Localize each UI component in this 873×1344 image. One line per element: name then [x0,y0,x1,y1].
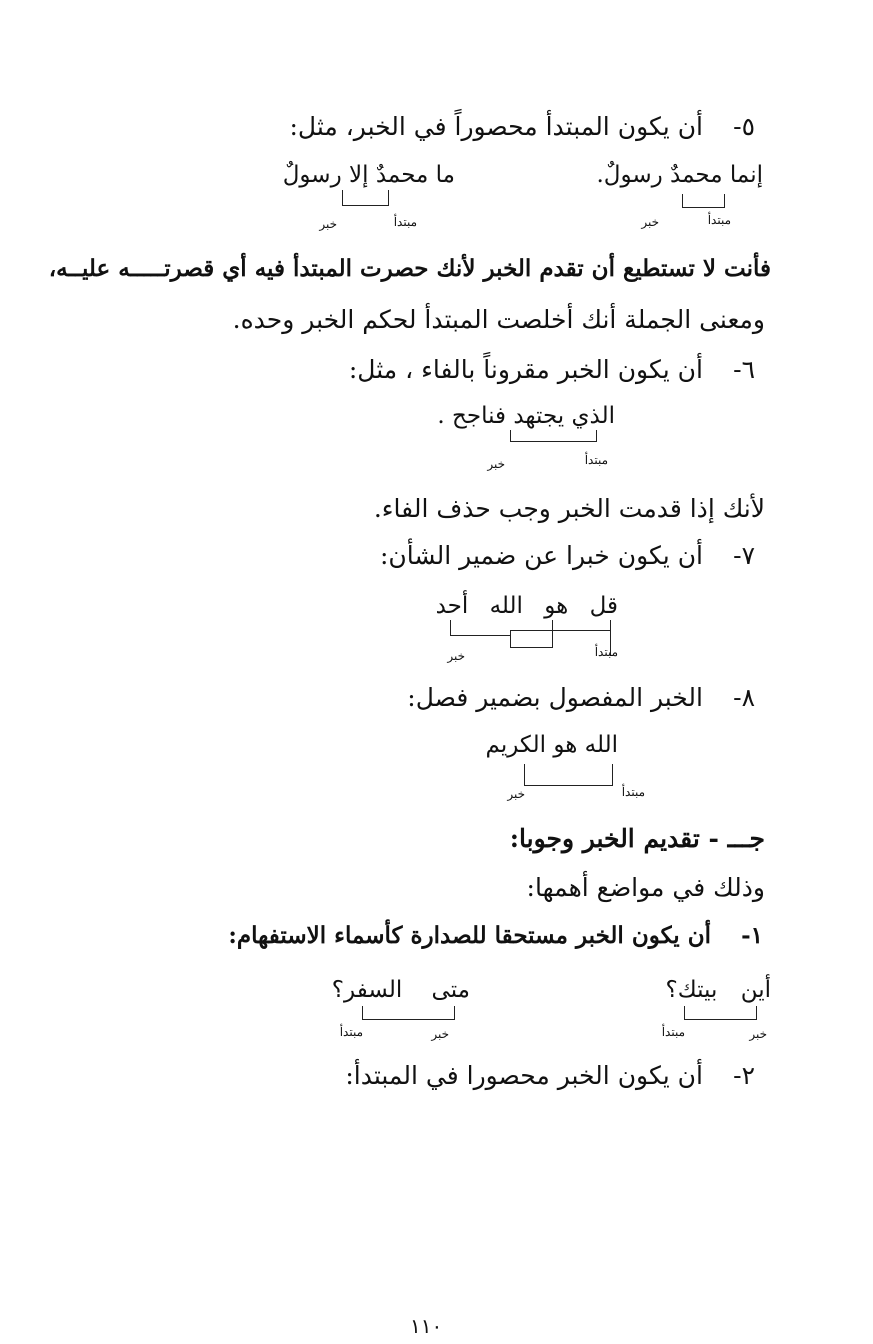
label-7-mubtada: مبتدأ [594,645,618,659]
bracket-1l-tick-a [362,1006,363,1020]
label-1l-khabar: خبر [431,1027,449,1041]
label-5r-mubtada: مبتدأ [707,213,731,227]
item-1 [228,922,763,950]
item-6 [349,355,755,385]
bracket-7b-bar [510,647,552,648]
item-5-text: أن يكون المبتدأ محصوراً في الخبر، مثل: [289,112,703,141]
item-7 [380,541,755,571]
bracket-1r-tick-a [684,1006,685,1020]
bracket-7-mid-tick [510,630,511,648]
page-number: ١١٠ [410,1314,443,1338]
example-5-right: إنما محمدٌ رسولٌ. [596,162,763,188]
bracket-5l-bar [342,205,389,206]
bracket-1l-bar [362,1019,455,1020]
example-8: الله هو الكريم [485,732,618,758]
bracket-1r-tick-b [756,1006,757,1020]
bracket-8-tick-a [524,764,525,786]
bracket-5r-tick-a [682,194,683,208]
bracket-1r-bar [684,1019,757,1020]
item-5-number: ٥- [733,112,755,141]
label-8-khabar: خبر [507,787,525,801]
paragraph-2: لأنك إذا قدمت الخبر وجب حذف الفاء. [373,494,765,523]
label-5l-khabar: خبر [319,217,337,231]
bracket-6-bar [510,441,597,442]
label-7-khabar: خبر [447,649,465,663]
bracket-5l-tick-b [388,190,389,206]
item-6-number: ٦- [733,355,755,384]
paragraph-1-line-1: فأنت لا تستطيع أن تقدم الخبر لأنك حصرت المبتدأ فيه أي قصرتـــــه عليــه، [48,255,771,282]
bracket-5r-tick-b [724,194,725,208]
paragraph-1-line-2: ومعنى الجملة أنك أخلصت المبتدأ لحكم الخبر وحده. [232,305,765,334]
bracket-1l-tick-b [454,1006,455,1020]
example-6: الذي يجتهد فناجح . [437,403,615,429]
item-2 [345,1061,755,1091]
example-5-left: ما محمدٌ إلا رسولٌ [282,162,455,188]
bracket-5l-tick-a [342,190,343,206]
bracket-7c-bar [510,630,610,631]
item-6-text: أن يكون الخبر مقروناً بالفاء ، مثل: [348,355,703,384]
example-7: قل هو الله أحد [435,593,618,619]
item-8 [407,683,755,713]
label-1r-mubtada: مبتدأ [661,1025,685,1039]
item-8-number: ٨- [733,683,755,712]
bracket-7b-tick [552,620,553,648]
label-5r-khabar: خبر [641,215,659,229]
label-5l-mubtada: مبتدأ [393,215,417,229]
item-8-text: الخبر المفصول بضمير فصل: [407,683,703,712]
item-2-number: ٢- [733,1061,755,1090]
item-5 [289,112,755,142]
item-7-number: ٧- [733,541,755,570]
label-6-mubtada: مبتدأ [584,453,608,467]
bracket-7a-bar [450,635,510,636]
bracket-8-bar [524,785,613,786]
example-1-right: أين بيتك؟ [665,977,771,1003]
label-1l-mubtada: مبتدأ [339,1025,363,1039]
example-1-left: متى السفر؟ [331,977,470,1003]
section-intro: وذلك في مواضع أهمها: [526,873,765,902]
label-1r-khabar: خبر [749,1027,767,1041]
bracket-8-tick-b [612,764,613,786]
label-8-mubtada: مبتدأ [621,785,645,799]
item-1-number: ١- [741,922,763,949]
bracket-5r-bar [682,207,725,208]
section-heading: جـــ - تقديم الخبر وجوبا: [509,824,765,853]
item-7-text: أن يكون خبرا عن ضمير الشأن: [379,541,703,570]
item-1-text: أن يكون الخبر مستحقا للصدارة كأسماء الاستفهام: [228,922,711,949]
label-6-khabar: خبر [487,457,505,471]
item-2-text: أن يكون الخبر محصورا في المبتدأ: [345,1061,703,1090]
bracket-7a-tick-a [450,620,451,636]
